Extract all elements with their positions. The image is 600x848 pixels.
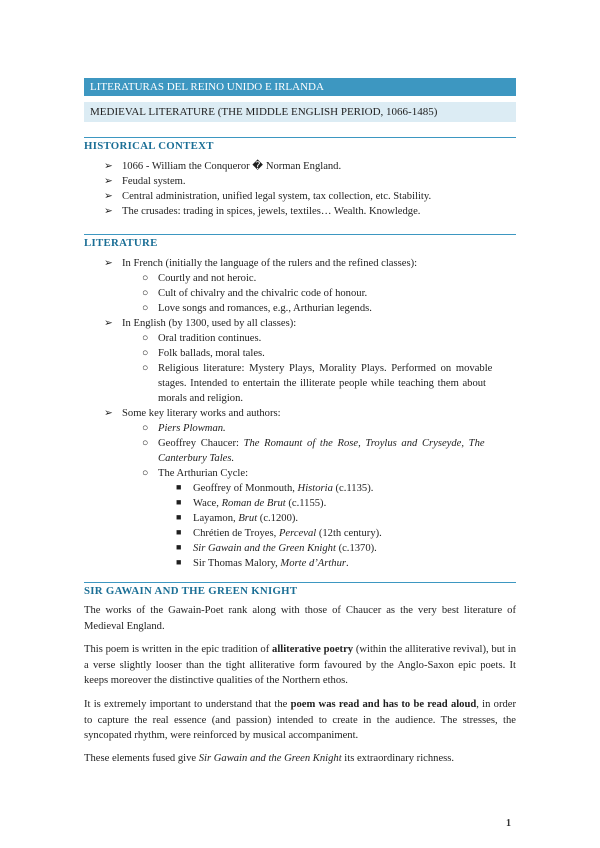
literature-french: In French (initially the language of the rulers and the refined classes): [122, 258, 418, 269]
gawain-paragraph-3: It is extremely important to understand that the poem was read and has to be read aloud, in order to capture the real essence (and passion) intended to create in the audience. The stresses, the syncopated rhythm, were reinforced by musical accompaniment. [84, 699, 516, 741]
arrow-bullet-icon: ➢ [104, 206, 113, 217]
arthurian-cycle-label: The Arthurian Cycle: [158, 468, 249, 479]
arrow-bullet-icon: ➢ [104, 258, 113, 269]
course-title-banner: LITERATURAS DEL REINO UNIDO E IRLANDA [84, 78, 516, 96]
gawain-paragraph-1: The works of the Gawain-Poet rank along with those of Chaucer as the very best literature of Medieval England. [84, 605, 516, 632]
historical-item: Central administration, unified legal system, tax collection, etc. Stability. [122, 191, 432, 202]
circle-bullet-icon: ○ [142, 303, 149, 314]
literature-heading: LITERATURE [84, 237, 158, 249]
french-item: Cult of chivalry and the chivalric code of honour. [158, 288, 368, 299]
french-item: Love songs and romances, e.g., Arthurian legends. [158, 303, 372, 314]
literature-english: In English (by 1300, used by all classes): [122, 318, 297, 329]
page-number: 1 [506, 818, 511, 829]
gawain-heading: SIR GAWAIN AND THE GREEN KNIGHT [84, 585, 298, 597]
arrow-bullet-icon: ➢ [104, 176, 113, 187]
work-piers-plowman: Piers Plowman. [158, 423, 226, 434]
arrow-bullet-icon: ➢ [104, 161, 113, 172]
circle-bullet-icon: ○ [142, 348, 149, 359]
work-chaucer-continued: Canterbury Tales. [158, 453, 235, 464]
arthurian-item: Geoffrey of Monmouth, Historia (c.1135). [193, 483, 374, 494]
arthurian-item: Sir Thomas Malory, Morte d’Arthur. [193, 558, 349, 569]
square-bullet-icon: ■ [176, 512, 182, 522]
read-aloud-emphasis: poem was read and has to be read aloud [290, 699, 477, 710]
square-bullet-icon: ■ [176, 557, 182, 567]
french-item: Courtly and not heroic. [158, 273, 257, 284]
circle-bullet-icon: ○ [142, 333, 149, 344]
work-chaucer [158, 436, 485, 451]
english-item: Folk ballads, moral tales. [158, 348, 265, 359]
gawain-paragraph-2: This poem is written in the epic tradition of alliterative poetry (within the alliterative revival), but in a verse slightly looser than the tight alliterative form favoured by the Anglo-Saxon epic poets. It keeps moreover the distinctive qualities of the Northern ethos. [84, 644, 516, 686]
arthurian-item: Layamon, Brut (c.1200). [193, 513, 299, 524]
square-bullet-icon: ■ [176, 497, 182, 507]
arthurian-item: Sir Gawain and the Green Knight (c.1370). [193, 543, 377, 554]
circle-bullet-icon: ○ [142, 468, 149, 479]
historical-item: Feudal system. [122, 176, 186, 187]
circle-bullet-icon: ○ [142, 363, 149, 374]
arrow-bullet-icon: ➢ [104, 318, 113, 329]
arthurian-item: Wace, Roman de Brut (c.1155). [193, 498, 327, 509]
section-rule [84, 582, 516, 583]
english-item: Oral tradition continues. [158, 333, 262, 344]
circle-bullet-icon: ○ [142, 288, 149, 299]
english-item-continued: stages. Intended to entertain the illiterate people while teaching them about [158, 378, 486, 389]
arrow-bullet-icon: ➢ [104, 191, 113, 202]
english-item-continued: morals and religion. [158, 393, 244, 404]
gawain-paragraph-4: These elements fused give Sir Gawain and the Green Knight its extraordinary richness. [84, 753, 455, 764]
circle-bullet-icon: ○ [142, 438, 149, 449]
square-bullet-icon: ■ [176, 482, 182, 492]
english-item: Religious literature: Mystery Plays, Morality Plays. Performed on movable [158, 363, 493, 374]
circle-bullet-icon: ○ [142, 423, 149, 434]
square-bullet-icon: ■ [176, 527, 182, 537]
historical-item: 1066 - William the Conqueror � Norman England. [122, 161, 342, 172]
arthurian-item: Chrétien de Troyes, Perceval (12th century). [193, 528, 382, 539]
square-bullet-icon: ■ [176, 542, 182, 552]
arrow-bullet-icon: ➢ [104, 408, 113, 419]
section-rule [84, 137, 516, 138]
gawain-title-italic: Sir Gawain and the Green Knight [198, 753, 342, 764]
alliterative-poetry-emphasis: alliterative poetry [272, 644, 354, 655]
key-works-intro: Some key literary works and authors: [122, 408, 281, 419]
chaucer-name: Geoffrey Chaucer: [158, 438, 244, 449]
historical-item: The crusades: trading in spices, jewels, textiles… Wealth. Knowledge. [122, 206, 421, 217]
chaucer-works: The Romaunt of the Rose, Troylus and Cryseyde, The [243, 438, 485, 449]
circle-bullet-icon: ○ [142, 273, 149, 284]
period-subtitle-banner: MEDIEVAL LITERATURE (THE MIDDLE ENGLISH PERIOD, 1066-1485) [84, 102, 516, 122]
section-rule [84, 234, 516, 235]
historical-context-heading: HISTORICAL CONTEXT [84, 140, 214, 152]
